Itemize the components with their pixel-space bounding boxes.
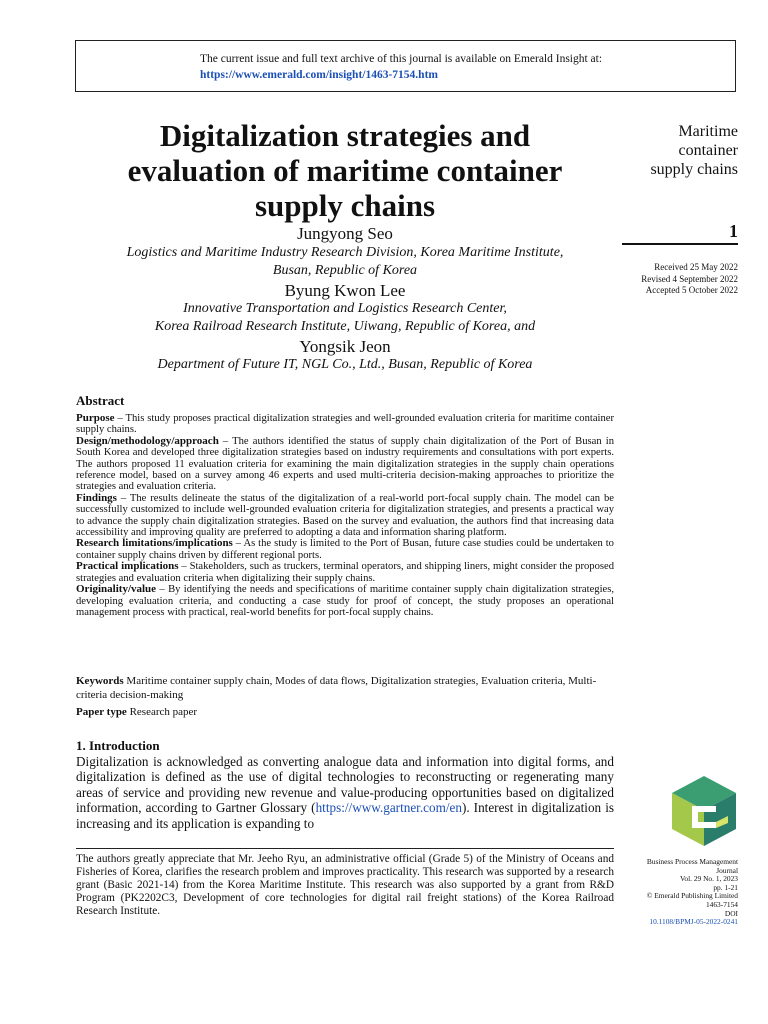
footnote-divider: [76, 848, 614, 849]
paper-type: [76, 706, 614, 718]
journal-archive-notice-box: [75, 40, 736, 92]
abstract-label: Findings: [76, 491, 117, 504]
abstract-findings: [76, 493, 614, 539]
title-line: evaluation of maritime container: [127, 153, 563, 188]
introduction-paragraph: [76, 754, 614, 831]
running-section-title: [600, 122, 738, 179]
author-affiliation: [76, 244, 614, 279]
paper-type-label: Paper type: [76, 706, 127, 718]
author-name: Byung Kwon Lee: [284, 281, 406, 300]
abstract-originality: [76, 584, 614, 618]
keywords: [76, 675, 614, 702]
author-affiliation: [76, 356, 614, 374]
affiliation-line: Korea Railroad Research Institute, Uiwang, Republic of Korea, and: [154, 318, 536, 334]
gartner-link[interactable]: https://www.gartner.com/en: [315, 800, 462, 816]
affiliation-line: Busan, Republic of Korea: [272, 262, 418, 278]
abstract-design: [76, 436, 614, 493]
affiliation-line: Innovative Transportation and Logistics Research Center,: [183, 301, 507, 316]
revised-date: Revised 4 September 2022: [641, 273, 738, 284]
paper-type-text: Research paper: [126, 706, 198, 718]
journal-issn: 1463-7154: [705, 899, 738, 909]
abstract-text: – Stakeholders, such as truckers, terminal operators, and shipping liners, might consider the proposed strategies and evaluation criteria when digitalizing their supply chains.: [76, 561, 615, 584]
affiliation-line: Department of Future IT, NGL Co., Ltd., Busan, Republic of Korea: [157, 357, 533, 372]
abstract-purpose: [76, 413, 614, 436]
abstract-label: Design/methodology/approach: [76, 434, 219, 447]
accepted-date: Accepted 5 October 2022: [645, 285, 738, 295]
journal-name-line: Business Process Management: [646, 857, 738, 866]
author-affiliation: [76, 300, 614, 335]
abstract-text: – By identifying the needs and specifications of maritime container supply chain digitalization strategies, developing evaluation criteria, and conducting a case study for proof of concept, the study proposes an operational management process with practical, real-world benefits for port-focal supply chains.: [76, 584, 614, 618]
author-name: Jungyong Seo: [297, 224, 393, 243]
keywords-label: Keywords: [76, 675, 124, 687]
abstract-label: Research limitations/implications: [76, 537, 233, 550]
affiliation-line: Logistics and Maritime Industry Research Division, Korea Maritime Institute,: [126, 245, 564, 260]
journal-logo-icon: [672, 776, 736, 846]
keywords-text: Maritime container supply chain, Modes of data flows, Digitalization strategies, Evaluation criteria, Multi-criteria decision-making: [76, 675, 597, 701]
title-line: Digitalization strategies and: [159, 118, 531, 153]
abstract-text: – The results delineate the status of the digitalization of a real-world port-focal supply chain. The model can be successfully customized to include well-grounded evaluation criteria for digitalization strategies, and presents a practical way to advance the supply chain digitalization strategies. Based on the survey and evaluation, the authors find that increasing data accessibility and improving quality are preferred to adopting a data and information sharing platform.: [76, 492, 614, 539]
running-title-line: supply chains: [650, 161, 738, 178]
page-number: 1: [729, 221, 738, 241]
intro-text-after: ). Interest in digitalization is increasing and its application is expanding to: [76, 800, 614, 831]
abstract-text: – This study proposes practical digitalization strategies and well-grounded evaluation criteria for maritime container supply chains.: [76, 413, 614, 436]
abstract-section: [76, 393, 614, 618]
archive-url-link[interactable]: https://www.emerald.com/insight/1463-7154.htm: [200, 69, 438, 81]
submission-dates: [600, 262, 738, 297]
abstract-label: Purpose: [76, 412, 115, 424]
archive-notice-text: The current issue and full text archive of this journal is available on Emerald Insight at:: [200, 53, 603, 65]
doi-label: DOI: [724, 908, 738, 918]
abstract-text: – The authors identified the status of supply chain digitalization of the Port of Busan in South Korea and developed three digitalization strategies based on industry requirements and consultations with port experts. The authors proposed 11 evaluation criteria for examining the main digitalization strategies in the supply chain operations reference model, based on a survey among 46 experts and used multi-criteria decision-making approaches to prioritize the strategies and evaluation criteria.: [76, 435, 614, 493]
running-title-line: container: [678, 142, 738, 159]
intro-text-before: Digitalization is acknowledged as converting analogue data and information into digital forms, and digitalization is defined as the use of digital technologies to reconstructing or regenerating many areas of service and providing new revenue and value-producing opportunities based on digitalized information, according to Gartner Glossary (: [76, 754, 614, 816]
abstract-text: – As the study is limited to the Port of Busan, future case studies could be undertaken to container supply chains driven by different regional ports.: [76, 538, 614, 561]
section-heading: 1. Introduction: [76, 738, 160, 753]
running-title-line: Maritime: [678, 123, 738, 140]
journal-doi: [600, 910, 738, 927]
journal-volume: Vol. 29 No. 1, 2023: [680, 874, 738, 884]
abstract-heading: Abstract: [76, 393, 125, 408]
paper-title: [76, 118, 614, 223]
abstract-label: Practical implications: [76, 560, 179, 573]
author-name: Yongsik Jeon: [299, 337, 391, 356]
journal-citation-info: [600, 858, 738, 927]
doi-link[interactable]: 10.1108/BPMJ-05-2022-0241: [649, 917, 738, 927]
abstract-limitations: [76, 538, 614, 561]
acknowledgement-footnote: The authors greatly appreciate that Mr. Jeeho Ryu, an administrative official (Grade 5) of the Ministry of Oceans and Fisheries of Korea, clarifies the research problem and improves practicality. This research was supported by a research grant (Basic 2021-14) from the Korea Maritime Institute. This research was also supported by a grant from R&D Program (PK2202C3, Development of core technologies for digital rail freight stations) of the Korea Railroad Research Institute.: [76, 853, 614, 917]
journal-pages: pp. 1-21: [713, 882, 738, 892]
abstract-label: Originality/value: [76, 583, 157, 596]
journal-publisher: © Emerald Publishing Limited: [646, 891, 738, 901]
sidebar-divider: [622, 243, 738, 245]
abstract-practical: [76, 561, 614, 584]
journal-name-line: Journal: [716, 865, 738, 875]
received-date: Received 25 May 2022: [654, 262, 738, 272]
title-line: supply chains: [254, 188, 436, 223]
